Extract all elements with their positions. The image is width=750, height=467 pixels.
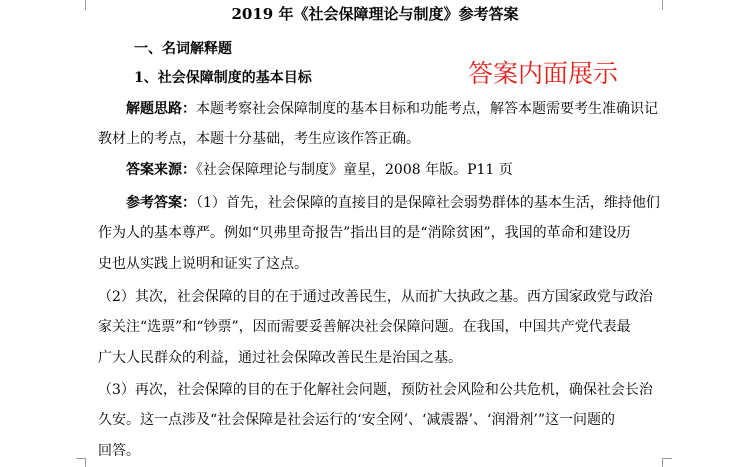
page-corner-mark bbox=[85, 458, 86, 467]
answer-paragraph-line: 回答。 bbox=[98, 443, 140, 459]
answer-paragraph-line: 史也从实践上说明和证实了这点。 bbox=[98, 256, 308, 272]
page-corner-mark bbox=[662, 458, 672, 459]
source-text: 《社会保障理论与制度》童星，2008 年版。P11 页 bbox=[196, 162, 513, 178]
answer-paragraph-line bbox=[126, 193, 660, 213]
source-label: 答案来源： bbox=[126, 162, 196, 178]
analysis-paragraph-line bbox=[126, 99, 658, 119]
answer-paragraph-line: （2）其次，社会保障的目的在于通过改善民生，从而扩大执政之基。西方国家政党与政治 bbox=[98, 289, 653, 305]
source-line bbox=[126, 160, 513, 180]
analysis-paragraph-line: 教材上的考点，本题十分基础，考生应该作答正确。 bbox=[98, 131, 420, 147]
answer-label: 参考答案： bbox=[126, 195, 196, 211]
analysis-label: 解题思路： bbox=[126, 101, 196, 117]
answer-text: （1）首先，社会保障的直接目的是保障社会弱势群体的基本生活，维持他们 bbox=[196, 195, 660, 211]
document-title: 2019 年《社会保障理论与制度》参考答案 bbox=[231, 5, 519, 23]
answer-paragraph-line: 家关注“选票”和“钞票”，因而需要妥善解决社会保障问题。在我国，中国共产党代表最 bbox=[98, 319, 631, 335]
answer-paragraph-line: 作为人的基本尊严。例如“贝弗里奇报告”指出目的是“消除贫困”，我国的革命和建设历 bbox=[98, 225, 631, 241]
answer-paragraph-line: （3）再次，社会保障的目的在于化解社会问题，预防社会风险和公共危机，确保社会长治 bbox=[98, 382, 653, 398]
question-heading: 1、社会保障制度的基本目标 bbox=[134, 70, 312, 86]
page-corner-mark bbox=[662, 458, 663, 467]
answer-paragraph-line: 广大人民群众的利益，通过社会保障改善民生是治国之基。 bbox=[98, 350, 462, 366]
analysis-text: 本题考察社会保障制度的基本目标和功能考点，解答本题需要考生准确识记 bbox=[196, 101, 658, 117]
answer-paragraph-line: 久安。这一点涉及“社会保障是社会运行的‘安全网’、‘减震器’、‘润滑剂’”这一问题的 bbox=[98, 412, 616, 428]
watermark-text: 答案内面展示 bbox=[468, 59, 619, 88]
page-corner-mark bbox=[76, 458, 86, 459]
section-heading: 一、名词解释题 bbox=[134, 41, 232, 57]
